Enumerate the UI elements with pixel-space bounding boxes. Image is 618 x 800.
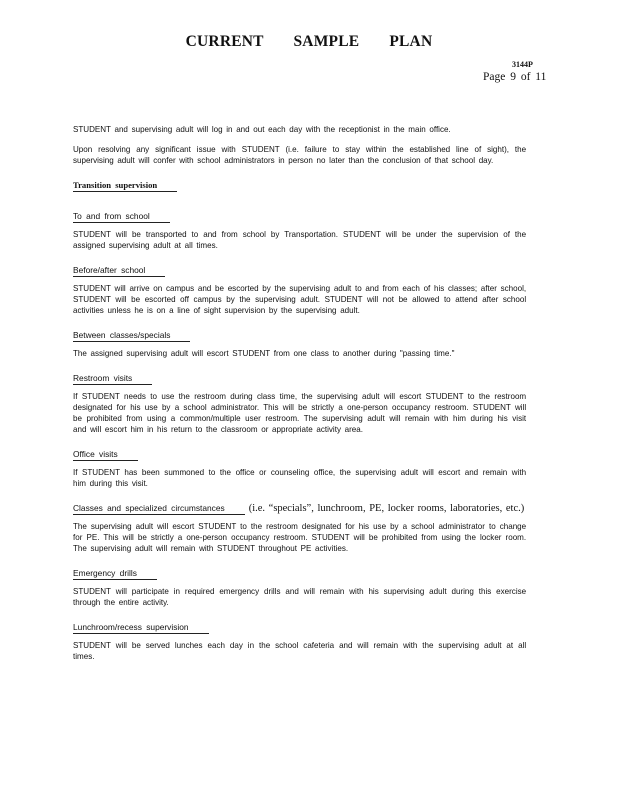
classes-specialized-note: (i.e. “specials”, lunchroom, PE, locker rooms, laboratories, etc.): [248, 503, 525, 514]
document-title: CURRENT SAMPLE PLAN: [185, 33, 433, 50]
office-visits-heading: Office visits: [73, 449, 138, 461]
classes-heading-row: [73, 498, 545, 521]
intro-paragraph-2: Upon resolving any significant issue with STUDENT (i.e. failure to stay within the established line of sight), the supervising adult will confer with school administrators in person no later than the conclusion of that school day.: [73, 144, 527, 165]
restroom-visits-heading: Restroom visits: [73, 373, 152, 385]
to-from-school-heading: To and from school: [73, 211, 170, 223]
before-after-school-heading: Before/after school: [73, 265, 165, 277]
intro-paragraph-1: STUDENT and supervising adult will log in and out each day with the receptionist in the main office.: [73, 124, 451, 134]
before-after-school-body: STUDENT will arrive on campus and be escorted by the supervising adult to and from each of his classes; after school, STUDENT will be escorted off campus by the supervising adult. STUDENT will not be allowed to attend after school activities unless he is on a line of sight supervision by the supervising adult.: [73, 283, 527, 315]
classes-specialized-heading: Classes and specialized circumstances: [73, 503, 245, 515]
document-body: [73, 124, 545, 671]
restroom-visits-body: If STUDENT needs to use the restroom during class time, the supervising adult will escort STUDENT to the restroom designated for his use by a school administrator. This will be strictly a one-person occupancy restroom. STUDENT will be prohibited from using a common/multiple user restroom. The supervising adult will remain with him during his visit and will escort him in his return to the classroom or appropriate activity area.: [73, 391, 527, 434]
between-classes-body: The assigned supervising adult will escort STUDENT from one class to another during "passing time.": [73, 348, 455, 358]
between-classes-heading: Between classes/specials: [73, 330, 190, 342]
lunchroom-recess-body: STUDENT will be served lunches each day in the school cafeteria and will remain with the supervising adult at all times.: [73, 640, 527, 661]
office-visits-body: If STUDENT has been summoned to the office or counseling office, the supervising adult will escort and remain with him during this visit.: [73, 467, 527, 488]
to-from-school-body: STUDENT will be transported to and from school by Transportation. STUDENT will be under the supervision of the assigned supervising adult at all times.: [73, 229, 527, 250]
lunchroom-recess-heading: Lunchroom/recess supervision: [73, 622, 209, 634]
page-number: Page 9 of 11: [483, 71, 547, 83]
emergency-drills-heading: Emergency drills: [73, 568, 157, 580]
transition-supervision-heading: Transition supervision: [73, 180, 177, 192]
document-id: 3144P: [512, 60, 533, 69]
emergency-drills-body: STUDENT will participate in required emergency drills and will remain with his supervising adult during this exercise through the entire activity.: [73, 586, 527, 607]
classes-specialized-body: The supervising adult will escort STUDENT to the restroom designated for his use by a school administrator to change for PE. This will be strictly a one-person occupancy restroom. STUDENT will be prohibited from using the locker room. The supervising adult will remain with STUDENT throughout PE activities.: [73, 521, 527, 553]
